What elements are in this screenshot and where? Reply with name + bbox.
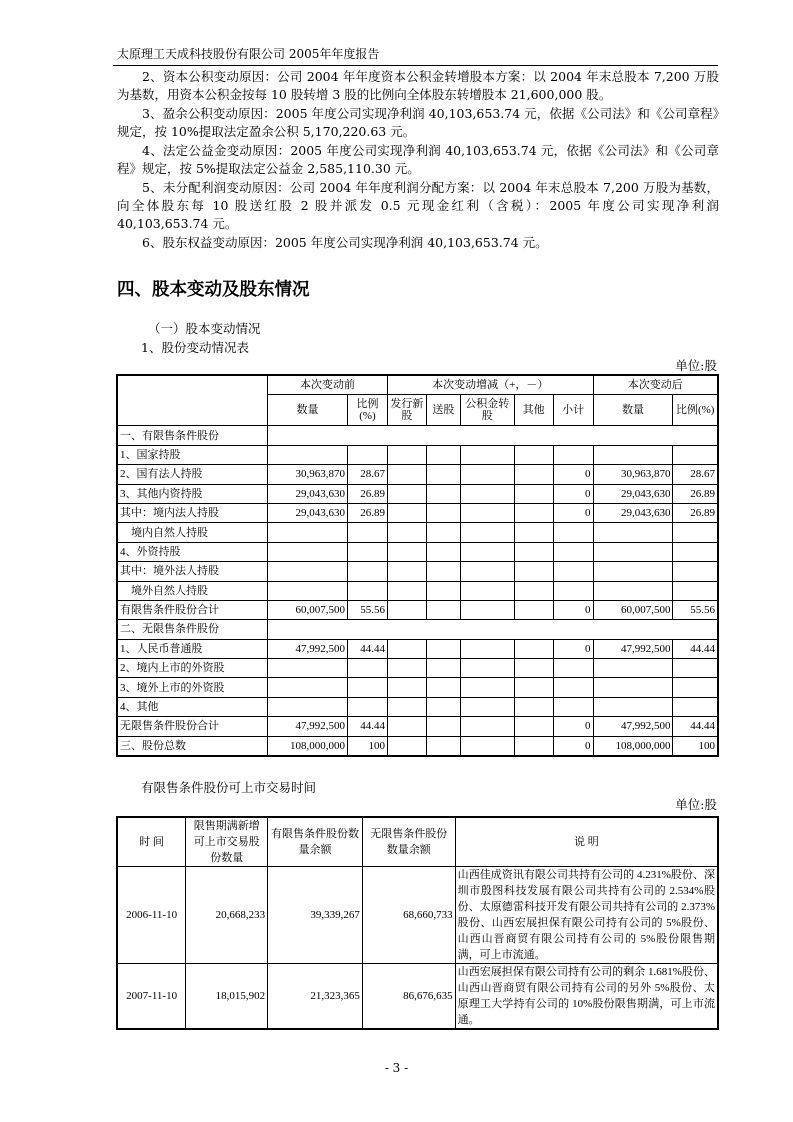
row-label: 其中：境外法人持股 xyxy=(117,562,268,581)
group-header: 本次变动前 xyxy=(268,375,388,395)
table2-title: 有限售条件股份可上市交易时间 xyxy=(141,780,317,795)
table-cell xyxy=(387,678,426,697)
table-cell xyxy=(553,562,593,581)
table-cell xyxy=(514,503,553,522)
row-label: 二、无限售条件股份 xyxy=(117,620,268,639)
table-cell: 29,043,630 xyxy=(593,503,673,522)
table-cell xyxy=(387,484,426,503)
table-cell xyxy=(553,697,593,716)
paragraphs xyxy=(117,68,719,253)
col-header: 送股 xyxy=(426,395,460,426)
table-cell xyxy=(460,697,514,716)
table-cell: 26.89 xyxy=(348,484,388,503)
table-row xyxy=(117,717,718,736)
table-cell xyxy=(673,581,718,600)
table-cell: 60,007,500 xyxy=(593,600,673,619)
description-cell: 山西佳成资讯有限公司共持有公司的 4.231%股份、深圳市殷图科技发展有限公司共持有公司的 2.534%股份、太原德雷科技开发有限公司共持有公司的 2.373%股份、山西宏展担保有限公司持有公司的 5%股份、山西山晋商贸有限公司持有公司的 5%股份限售期满，可上市流通。 xyxy=(455,867,718,964)
table-cell: 21,323,365 xyxy=(268,964,363,1030)
table-cell: 47,992,500 xyxy=(268,639,348,658)
table-cell xyxy=(268,620,718,639)
unit-label: 单位:股 xyxy=(675,797,717,812)
table-cell: 30,963,870 xyxy=(593,465,673,484)
table-cell xyxy=(268,697,348,716)
table-cell xyxy=(348,445,388,464)
table-row xyxy=(117,639,718,658)
table-cell xyxy=(460,465,514,484)
table-cell xyxy=(673,678,718,697)
table-cell xyxy=(593,581,673,600)
table-cell: 44.44 xyxy=(673,639,718,658)
table-cell xyxy=(460,678,514,697)
table-cell xyxy=(553,542,593,561)
col-header: 比例(%) xyxy=(348,395,388,426)
table-cell xyxy=(514,736,553,756)
table-cell: 108,000,000 xyxy=(268,736,348,756)
paragraph: 4、法定公益金变动原因：2005 年度公司实现净利润 40,103,653.74 元，依据《公司法》和《公司章程》规定，按 5%提取法定公益金 2,585,110.30 元。 xyxy=(117,143,719,177)
row-label: 2、国有法人持股 xyxy=(117,465,268,484)
table-cell xyxy=(387,717,426,736)
col-header: 公积金转股 xyxy=(460,395,514,426)
table-cell: 44.44 xyxy=(348,639,388,658)
table-cell xyxy=(426,659,460,678)
table-cell xyxy=(387,639,426,658)
unit-label: 单位:股 xyxy=(675,358,717,373)
table-cell xyxy=(426,542,460,561)
table-cell: 0 xyxy=(553,465,593,484)
table-cell xyxy=(673,542,718,561)
table-cell xyxy=(387,503,426,522)
table-cell: 44.44 xyxy=(348,717,388,736)
table-cell: 0 xyxy=(553,503,593,522)
table-cell xyxy=(593,678,673,697)
col-header: 其他 xyxy=(514,395,553,426)
row-label: 3、境外上市的外资股 xyxy=(117,678,268,697)
paragraph: 6、股东权益变动原因：2005 年度公司实现净利润 40,103,653.74 元。 xyxy=(142,235,548,251)
table-cell xyxy=(268,542,348,561)
table-cell xyxy=(460,717,514,736)
table-row xyxy=(117,426,718,445)
paragraph: 5、未分配利润变动原因：公司 2004 年年度利润分配方案：以 2004 年末总股本 7,200 万股为基数，向全体股东每 10 股送红股 2 股并派发 0.5 元现金红利（含税）：2005 年度公司实现净利润 40,103,653.74 元。 xyxy=(117,180,719,232)
table-cell: 30,963,870 xyxy=(268,465,348,484)
subsection-title: （一）股本变动情况 xyxy=(148,321,261,336)
table-row xyxy=(117,867,718,964)
table-cell: 28.67 xyxy=(348,465,388,484)
table-cell xyxy=(387,465,426,484)
table-cell xyxy=(426,697,460,716)
table-row xyxy=(117,581,718,600)
table-row xyxy=(117,620,718,639)
table-cell xyxy=(514,717,553,736)
page-number: - 3 - xyxy=(384,1061,409,1075)
row-label: 4、其他 xyxy=(117,697,268,716)
paragraph: 2、资本公积变动原因：公司 2004 年年度资本公积金转增股本方案：以 2004 年末总股本 7,200 万股为基数，用资本公积金按每 10 股转增 3 股的比例向全体股东转增股本 21,600,000 股。 xyxy=(117,69,719,103)
group-header: 本次变动增减（+，－） xyxy=(387,375,593,395)
table-cell: 44.44 xyxy=(673,717,718,736)
table-cell xyxy=(460,600,514,619)
table-cell xyxy=(387,736,426,756)
table-cell xyxy=(387,659,426,678)
table-row xyxy=(117,697,718,716)
table-cell: 29,043,630 xyxy=(268,503,348,522)
table-cell: 20,668,233 xyxy=(186,867,268,964)
table-cell xyxy=(593,659,673,678)
table-cell xyxy=(426,503,460,522)
table-row xyxy=(117,542,718,561)
table-cell xyxy=(387,445,426,464)
col-header: 有限售条件股份数量余额 xyxy=(268,817,363,867)
table-cell xyxy=(426,600,460,619)
row-label: 境外自然人持股 xyxy=(117,581,268,600)
table-row xyxy=(117,964,718,1030)
table-cell: 86,676,635 xyxy=(362,964,455,1030)
table-cell: 18,015,902 xyxy=(186,964,268,1030)
table-cell xyxy=(514,465,553,484)
table-cell: 0 xyxy=(553,717,593,736)
table-cell: 0 xyxy=(553,484,593,503)
table-cell xyxy=(268,678,348,697)
table-cell xyxy=(460,581,514,600)
table-cell xyxy=(426,523,460,542)
table-cell xyxy=(673,562,718,581)
table-cell xyxy=(268,659,348,678)
table-cell xyxy=(268,445,348,464)
table-cell xyxy=(514,678,553,697)
table-row xyxy=(117,562,718,581)
table-cell xyxy=(460,445,514,464)
col-header: 数量 xyxy=(593,395,673,426)
table-cell xyxy=(426,717,460,736)
table-cell xyxy=(673,659,718,678)
table-row xyxy=(117,484,718,503)
header-blank xyxy=(117,375,268,426)
table-cell xyxy=(387,562,426,581)
table-cell xyxy=(426,465,460,484)
table-cell xyxy=(553,659,593,678)
table-cell xyxy=(268,581,348,600)
section-title: 四、股本变动及股东情况 xyxy=(117,280,310,300)
row-label: 三、股份总数 xyxy=(117,736,268,756)
share-change-table xyxy=(116,374,719,757)
table-cell xyxy=(387,697,426,716)
table-cell xyxy=(593,523,673,542)
table-row xyxy=(117,445,718,464)
table-cell xyxy=(348,697,388,716)
table-cell: 0 xyxy=(553,639,593,658)
table-cell: 26.89 xyxy=(673,503,718,522)
table-cell: 47,992,500 xyxy=(268,717,348,736)
table-cell xyxy=(387,600,426,619)
table-cell xyxy=(514,697,553,716)
table-cell xyxy=(514,581,553,600)
col-header: 小计 xyxy=(553,395,593,426)
table-cell xyxy=(348,678,388,697)
table-cell xyxy=(348,542,388,561)
table-row xyxy=(117,678,718,697)
table-cell: 55.56 xyxy=(348,600,388,619)
table-cell: 28.67 xyxy=(673,465,718,484)
table-row xyxy=(117,503,718,522)
table-cell: 29,043,630 xyxy=(593,484,673,503)
table-cell xyxy=(268,426,718,445)
table-cell xyxy=(460,503,514,522)
table-cell xyxy=(514,542,553,561)
table-cell xyxy=(426,445,460,464)
table-cell xyxy=(460,484,514,503)
table-cell xyxy=(268,523,348,542)
table-cell xyxy=(673,445,718,464)
table-cell xyxy=(426,562,460,581)
col-header: 时 间 xyxy=(117,817,186,867)
table-cell xyxy=(553,581,593,600)
table-cell: 68,660,733 xyxy=(362,867,455,964)
group-header: 本次变动后 xyxy=(593,375,718,395)
table-row xyxy=(117,736,718,756)
table-cell: 26.89 xyxy=(673,484,718,503)
table-cell: 55.56 xyxy=(673,600,718,619)
table-cell xyxy=(387,542,426,561)
table-cell xyxy=(593,445,673,464)
row-label: 3、其他内资持股 xyxy=(117,484,268,503)
row-label: 境内自然人持股 xyxy=(117,523,268,542)
table-cell xyxy=(553,678,593,697)
row-label: 4、外资持股 xyxy=(117,542,268,561)
table-cell xyxy=(553,523,593,542)
table-cell: 0 xyxy=(553,736,593,756)
table-cell: 47,992,500 xyxy=(593,639,673,658)
table-cell: 26.89 xyxy=(348,503,388,522)
table-cell xyxy=(348,581,388,600)
col-header: 说 明 xyxy=(455,817,718,867)
table-cell xyxy=(514,639,553,658)
row-label: 一、有限售条件股份 xyxy=(117,426,268,445)
table-cell xyxy=(426,484,460,503)
table-cell xyxy=(460,639,514,658)
table-cell xyxy=(593,542,673,561)
table-cell xyxy=(593,562,673,581)
table-cell: 100 xyxy=(673,736,718,756)
running-header: 太原理工天成科技股份有限公司 2005年年度报告 xyxy=(117,47,380,61)
row-label: 2、境内上市的外资股 xyxy=(117,659,268,678)
date-cell: 2007-11-10 xyxy=(117,964,186,1030)
header-rule xyxy=(113,65,718,66)
table-row xyxy=(117,465,718,484)
table-cell xyxy=(268,562,348,581)
paragraph: 3、盈余公积变动原因：2005 年度公司实现净利润 40,103,653.74 元，依据《公司法》和《公司章程》规定，按 10%提取法定盈余公积 5,170,220.63 元。 xyxy=(117,106,719,140)
row-label: 1、国家持股 xyxy=(117,445,268,464)
table-cell xyxy=(460,542,514,561)
row-label: 无限售条件股份合计 xyxy=(117,717,268,736)
table-cell: 39,339,267 xyxy=(268,867,363,964)
table-cell xyxy=(673,697,718,716)
table-cell xyxy=(593,697,673,716)
table-cell xyxy=(426,581,460,600)
tradable-schedule-table xyxy=(116,816,719,1030)
table-cell xyxy=(514,562,553,581)
table-cell: 47,992,500 xyxy=(593,717,673,736)
table1-title: 1、股份变动情况表 xyxy=(141,340,249,355)
table-row xyxy=(117,523,718,542)
table-cell: 0 xyxy=(553,600,593,619)
table-cell xyxy=(387,581,426,600)
table-cell xyxy=(514,600,553,619)
date-cell: 2006-11-10 xyxy=(117,867,186,964)
table-cell xyxy=(553,445,593,464)
table-cell xyxy=(460,562,514,581)
col-header: 限售期满新增可上市交易股份数量 xyxy=(186,817,268,867)
row-label: 1、人民币普通股 xyxy=(117,639,268,658)
table-row xyxy=(117,659,718,678)
table-cell xyxy=(426,678,460,697)
table-cell xyxy=(460,659,514,678)
table-cell xyxy=(460,736,514,756)
row-label: 有限售条件股份合计 xyxy=(117,600,268,619)
table-cell xyxy=(348,659,388,678)
col-header: 无限售条件股份数量余额 xyxy=(362,817,455,867)
table-cell xyxy=(514,659,553,678)
table-cell xyxy=(387,523,426,542)
table-cell: 100 xyxy=(348,736,388,756)
col-header: 发行新股 xyxy=(387,395,426,426)
col-header: 比例(%) xyxy=(673,395,718,426)
table-row xyxy=(117,600,718,619)
table-cell xyxy=(673,523,718,542)
table-cell xyxy=(514,445,553,464)
row-label: 其中：境内法人持股 xyxy=(117,503,268,522)
table-cell xyxy=(514,523,553,542)
table-cell: 108,000,000 xyxy=(593,736,673,756)
table-cell xyxy=(514,484,553,503)
table-cell: 60,007,500 xyxy=(268,600,348,619)
table-cell xyxy=(426,736,460,756)
table-cell xyxy=(348,562,388,581)
table-cell xyxy=(460,523,514,542)
col-header: 数量 xyxy=(268,395,348,426)
description-cell: 山西宏展担保有限公司持有公司的剩余 1.681%股份、山西山晋商贸有限公司持有公司的另外 5%股份、太原理工大学持有公司的 10%股份限售期满，可上市流通。 xyxy=(455,964,718,1030)
table-cell xyxy=(348,523,388,542)
table-cell xyxy=(426,639,460,658)
table-cell: 29,043,630 xyxy=(268,484,348,503)
